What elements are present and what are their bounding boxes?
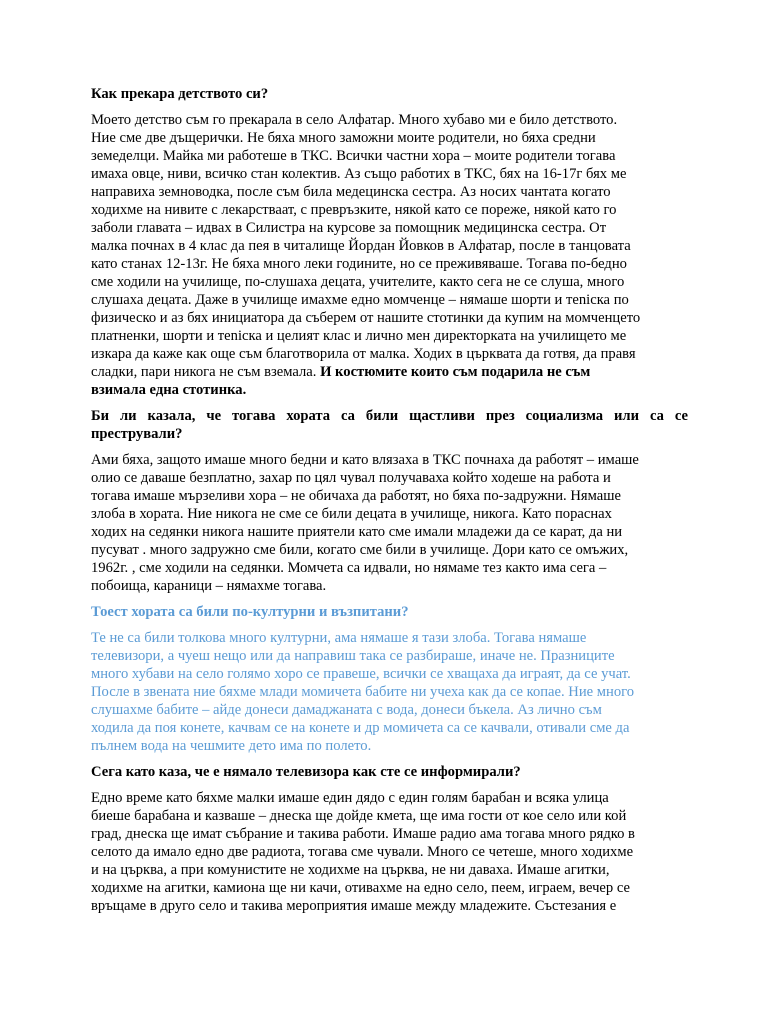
answer-line: телевизори, а чуеш нещо или да направиш така се разбираше, иначе не. Празниците <box>91 648 615 664</box>
question-information: Сега като каза, че е нямало телевизора как сте се информирали? <box>91 764 521 780</box>
answer-line: като станах 12-13г. Не бяха много леки годините, но се преживяваше. Тогава по-бедно <box>91 256 627 272</box>
answer-line: изкара да каже как още съм благотворила от малка. Ходих в църквата да готвя, да правя <box>91 346 636 362</box>
question-happiness: Би ли казала, че тогава хората са били щастливи през социализма или са се престрували? <box>91 408 688 442</box>
question-childhood: Как прекара детството си? <box>91 86 269 102</box>
answer-line: земеделци. Майка ми работеше в ТКС. Всички частни хора – моите родители тогава <box>91 148 616 164</box>
answer-line: ходих на седянки никога нашите приятели като сме имали младежи да се карат, да ни <box>91 524 623 540</box>
answer-line: направиха земноводка, после съм била медецинска сестра. Аз носих чантата когато <box>91 184 611 200</box>
answer-line: град, днеска ще имат събрание и такива работи. Имаше радио ама тогава много рядко в <box>91 826 635 842</box>
answer-line: Ние сме две дъщерички. Не бяха много заможни моите родители, но бяха средни <box>91 130 596 146</box>
answer-line: имаха овце, ниви, всичко стан колектив. Аз също работих в ТКС, бях на 16-17г бях ме <box>91 166 627 182</box>
answer-line: пусуват . много задружно сме били, когато сме били в училище. Дори като се омъжих, <box>91 542 629 558</box>
answer-line: много хубави на село голямо хоро се правеше, всички се хващаха да играят, да се учат. <box>91 666 631 682</box>
question-culture: Тоест хората са били по-културни и възпитани? <box>91 604 409 620</box>
answer-line: ходила да поя конете, качвам се на конете и др момичета са се качвали, отивали сме да <box>91 720 630 736</box>
answer-line: малка почнах в 4 клас да пея в читалище Йордан Йовков в Алфатар, после в танцовата <box>91 238 631 254</box>
answer-line-text: сладки, пари никога не съм вземала. <box>91 364 317 380</box>
answer-bold-text: взимала една стотинка. <box>91 382 247 398</box>
answer-line: слушаха децата. Даже в училище имахме едно момченце – нямаше шорти и теniска по <box>91 292 629 308</box>
answer-line: После в звената ние бяхме млади момичета бабите ни учеха как да се копае. Ние много <box>91 684 635 700</box>
answer-childhood <box>91 111 688 399</box>
answer-line: физическо и аз бях инициатора да съберем от нашите стотинки да купим на момченцето <box>91 310 641 326</box>
answer-happiness <box>91 451 688 595</box>
answer-culture <box>91 629 688 755</box>
answer-line: Ами бяха, защото имаше много бедни и като влязаха в ТКС почнаха да работят – имаше <box>91 452 639 468</box>
answer-line: връщаме в друго село и такива мероприятия имаше между младежите. Състезания е <box>91 898 617 914</box>
answer-line: олио се даваше безплатно, захар по цял чувал получаваха който ходеше на работа и <box>91 470 611 486</box>
answer-line: селото да имало едно две радиота, тогава сме чували. Много се четеше, много ходихме <box>91 844 634 860</box>
answer-information <box>91 789 688 915</box>
answer-line: пълнем вода на чешмите дето има по полето. <box>91 738 372 754</box>
answer-line: платненки, шорти и теniска и целият клас и лично мен директорката на училището ме <box>91 328 627 344</box>
answer-line: сме ходили на училище, по-слушаха децата, учителите, както сега не се слуша, много <box>91 274 625 290</box>
answer-line: злоба в хората. Ние никога не сме се били децата в училище, никога. Като пораснах <box>91 506 612 522</box>
answer-line <box>91 381 688 399</box>
answer-line: биеше барабана и казваше – днеска ще дойде кмета, ще има гости от кое село или кой <box>91 808 627 824</box>
answer-line: побоища, караници – нямахме тогава. <box>91 578 327 594</box>
answer-line: ходихме на агитки, камиона ще ни качи, отивахме на едно село, пеем, играем, вечер се <box>91 880 630 896</box>
answer-line: Моето детство съм го прекарала в село Алфатар. Много хубаво ми е било детството. <box>91 112 618 128</box>
answer-line: Едно време като бяхме малки имаше един дядо с един голям барабан и всяка улица <box>91 790 609 806</box>
answer-bold-text: И костюмите които съм подарила не съм <box>320 364 591 380</box>
answer-line: и на църква, а при комунистите не ходихме на църква, не ни даваха. Имаше агитки, <box>91 862 610 878</box>
answer-line: слушахме бабите – айде донеси дамаджаната с вода, донеси бъкела. Аз лично съм <box>91 702 602 718</box>
answer-line <box>91 363 688 381</box>
answer-line: 1962г. , сме ходили на седянки. Момчета са идвали, но нямаме тез както има сега – <box>91 560 607 576</box>
answer-line: заболи главата – идвах в Силистра на курсове за помощник медицинска сестра. От <box>91 220 607 236</box>
answer-line: Те не са били толкова много културни, ама нямаше я тази злоба. Тогава нямаше <box>91 630 587 646</box>
answer-line: ходихме на нивите с лекарстваат, с превръзките, някой като се пореже, някой като го <box>91 202 617 218</box>
answer-line: тогава имаше мързеливи хора – не обичаха да работят, но бяха по-задружни. Нямаше <box>91 488 621 504</box>
